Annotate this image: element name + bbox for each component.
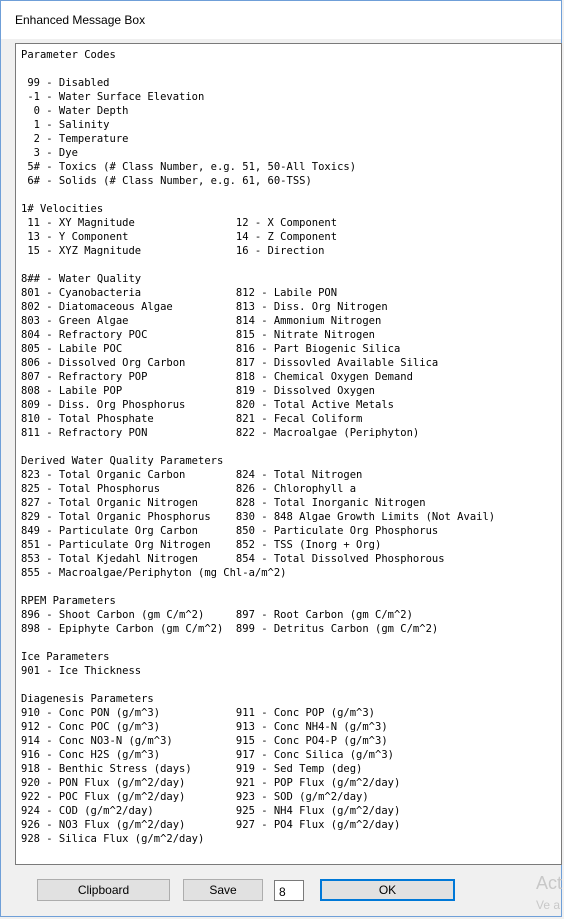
save-button[interactable]: Save: [183, 879, 263, 901]
message-line: 1# Velocities: [21, 203, 104, 215]
message-line: 804 - Refractory POC 815 - Nitrate Nitrogen: [21, 329, 376, 341]
message-line: 853 - Total Kjedahl Nitrogen 854 - Total Dissolved Phosphorous: [21, 553, 445, 565]
message-line: Diagenesis Parameters: [21, 693, 154, 705]
message-line: 914 - Conc NO3-N (g/m^3) 915 - Conc PO4-P (g/m^3): [21, 735, 388, 747]
message-line: 825 - Total Phosphorus 826 - Chlorophyll a: [21, 483, 357, 495]
message-line: 928 - Silica Flux (g/m^2/day): [21, 833, 205, 845]
message-line: 910 - Conc PON (g/m^3) 911 - Conc POP (g/m^3): [21, 707, 376, 719]
message-line: 918 - Benthic Stress (days) 919 - Sed Temp (deg): [21, 763, 363, 775]
message-line: 924 - COD (g/m^2/day) 925 - NH4 Flux (g/m^2/day): [21, 805, 401, 817]
message-line: 5# - Toxics (# Class Number, e.g. 51, 50-All Toxics): [21, 161, 357, 173]
message-line: 898 - Epiphyte Carbon (gm C/m^2) 899 - Detritus Carbon (gm C/m^2): [21, 623, 439, 635]
message-line: 805 - Labile POC 816 - Part Biogenic Silica: [21, 343, 401, 355]
activation-watermark-sub: Ve a: [536, 898, 561, 912]
message-line: 13 - Y Component 14 - Z Component: [21, 231, 338, 243]
message-text-area[interactable]: [15, 43, 562, 865]
message-line: 99 - Disabled: [21, 77, 110, 89]
clipboard-button[interactable]: Clipboard: [37, 879, 170, 901]
message-line: 808 - Labile POP 819 - Dissolved Oxygen: [21, 385, 376, 397]
message-line: 851 - Particulate Org Nitrogen 852 - TSS (Inorg + Org): [21, 539, 382, 551]
message-line: 829 - Total Organic Phosphorus 830 - 848 Algae Growth Limits (Not Avail): [21, 511, 496, 523]
message-line: Derived Water Quality Parameters: [21, 455, 224, 467]
message-line: 2 - Temperature: [21, 133, 129, 145]
message-line: 855 - Macroalgae/Periphyton (mg Chl-a/m^2): [21, 567, 287, 579]
message-line: 809 - Diss. Org Phosphorus 820 - Total Active Metals: [21, 399, 394, 411]
activation-watermark: Act: [536, 873, 563, 893]
message-line: 807 - Refractory POP 818 - Chemical Oxygen Demand: [21, 371, 413, 383]
ok-button[interactable]: OK: [320, 879, 455, 901]
message-line: 806 - Dissolved Org Carbon 817 - Dissovled Available Silica: [21, 357, 439, 369]
message-line: 849 - Particulate Org Carbon 850 - Particulate Org Phosphorus: [21, 525, 439, 537]
window-title: Enhanced Message Box: [15, 13, 146, 27]
message-line: 922 - POC Flux (g/m^2/day) 923 - SOD (g/m^2/day): [21, 791, 369, 803]
message-line: 802 - Diatomaceous Algae 813 - Diss. Org Nitrogen: [21, 301, 388, 313]
message-line: 810 - Total Phosphate 821 - Fecal Coliform: [21, 413, 363, 425]
message-line: 15 - XYZ Magnitude 16 - Direction: [21, 245, 325, 257]
message-line: 916 - Conc H2S (g/m^3) 917 - Conc Silica (g/m^3): [21, 749, 394, 761]
message-line: 912 - Conc POC (g/m^3) 913 - Conc NH4-N (g/m^3): [21, 721, 388, 733]
message-line: 926 - NO3 Flux (g/m^2/day) 927 - PO4 Flux (g/m^2/day): [21, 819, 401, 831]
message-line: -1 - Water Surface Elevation: [21, 91, 205, 103]
message-content: [16, 44, 561, 846]
message-line: 896 - Shoot Carbon (gm C/m^2) 897 - Root Carbon (gm C/m^2): [21, 609, 413, 621]
number-input[interactable]: [274, 880, 304, 901]
message-line: 811 - Refractory PON 822 - Macroalgae (Periphyton): [21, 427, 420, 439]
message-line: RPEM Parameters: [21, 595, 116, 607]
message-line: 8## - Water Quality: [21, 273, 142, 285]
message-line: 801 - Cyanobacteria 812 - Labile PON: [21, 287, 338, 299]
message-line: 920 - PON Flux (g/m^2/day) 921 - POP Flux (g/m^2/day): [21, 777, 401, 789]
message-line: 901 - Ice Thickness: [21, 665, 142, 677]
message-line: 803 - Green Algae 814 - Ammonium Nitrogen: [21, 315, 382, 327]
title-bar[interactable]: [1, 1, 561, 39]
message-line: 6# - Solids (# Class Number, e.g. 61, 60-TSS): [21, 175, 312, 187]
message-line: 823 - Total Organic Carbon 824 - Total Nitrogen: [21, 469, 363, 481]
message-line: Parameter Codes: [21, 49, 116, 61]
message-line: 1 - Salinity: [21, 119, 110, 131]
message-line: 0 - Water Depth: [21, 105, 129, 117]
message-line: Ice Parameters: [21, 651, 110, 663]
message-line: 11 - XY Magnitude 12 - X Component: [21, 217, 338, 229]
message-line: 3 - Dye: [21, 147, 78, 159]
message-line: 827 - Total Organic Nitrogen 828 - Total Inorganic Nitrogen: [21, 497, 426, 509]
